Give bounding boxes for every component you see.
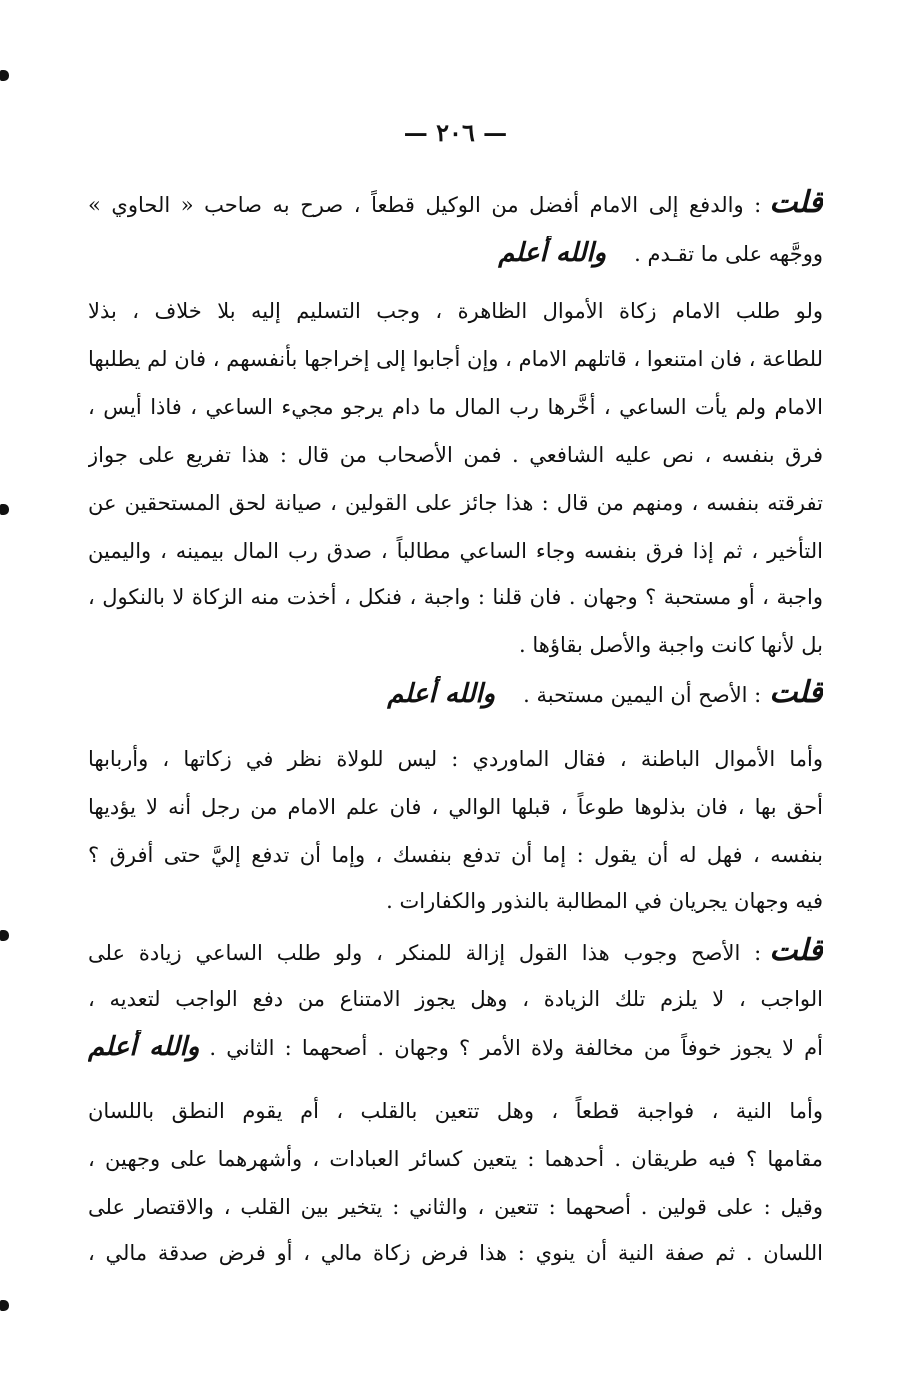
text-line	[88, 580, 823, 614]
line-text: فيه وجهان يجريان في المطالبة بالنذور والكفارات .	[386, 889, 823, 913]
text-line	[88, 742, 823, 776]
line-text: تفرقته بنفسه ، ومنهم من قال : هذا جائز على القولين ، صيانة لحق المستحقين عن	[88, 491, 823, 515]
text-line	[88, 1190, 823, 1224]
text-line	[88, 438, 823, 472]
text-line	[88, 342, 823, 376]
line-text: : الأصح وجوب هذا القول إزالة للمنكر ، ولو طلب الساعي زيادة على	[88, 941, 762, 965]
text-line	[88, 1236, 823, 1270]
margin-mark	[0, 930, 9, 941]
text-line	[88, 236, 823, 271]
text-line	[88, 934, 823, 970]
line-text: اللسان . ثم صفة النية أن ينوي : هذا فرض زكاة مالي ، أو فرض صدقة مالي ،	[88, 1241, 823, 1265]
text-line	[88, 294, 823, 328]
line-text: فرق بنفسه ، نص عليه الشافعي . فمن الأصحاب من قال : هذا تفريع على جواز	[88, 443, 823, 467]
text-line	[88, 790, 823, 824]
margin-mark	[0, 1300, 9, 1311]
line-text: : الأصح أن اليمين مستحبة .	[523, 683, 762, 707]
line-text: مقامها ؟ فيه طريقان . أحدهما : يتعين كسائر العبادات ، وأشهرهما على وجهين ،	[88, 1147, 823, 1171]
text-line	[88, 628, 823, 662]
text-line	[88, 1030, 823, 1065]
text-line	[88, 1142, 823, 1176]
line-text: واجبة ، أو مستحبة ؟ وجهان . فان قلنا : واجبة ، فنكل ، أخذت منه الزكاة لا بالنكول ،	[88, 585, 823, 609]
page-number: — ٢٠٦ —	[403, 118, 508, 147]
line-text: بنفسه ، فهل له أن يقول : إما أن تدفع بنفسك ، وإما أن تدفع إليَّ حتى أفرق ؟	[88, 843, 823, 867]
margin-mark	[0, 70, 9, 81]
text-line	[88, 982, 823, 1016]
line-text: أحق بها ، فان بذلوها طوعاً ، قبلها الوالي ، فان علم الامام من رجل أنه لا يؤديها	[88, 795, 823, 819]
text-line	[88, 676, 823, 712]
line-text: وأما الأموال الباطنة ، فقال الماوردي : ليس للولاة نظر في زكاتها ، وأربابها	[88, 747, 823, 771]
text-line	[88, 486, 823, 520]
margin-mark	[0, 504, 9, 515]
line-text: الواجب ، لا يلزم تلك الزيادة ، وهل يجوز الامتناع من دفع الواجب لتعديه ،	[88, 987, 823, 1011]
wallah-label: والله أعلم	[498, 238, 607, 268]
text-line	[88, 1094, 823, 1128]
text-line	[88, 534, 823, 568]
text-line	[88, 390, 823, 424]
wallah-label: والله أعلم	[88, 1032, 200, 1062]
line-text: ووجَّهه على ما تقـدم .	[634, 242, 823, 266]
line-text: وقيل : على قولين . أصحهما : تتعين ، والثاني : يتخير بين القلب ، والاقتصار على	[88, 1195, 823, 1219]
line-text: الامام ولم يأت الساعي ، أخَّرها رب المال ما دام يرجو مجيء الساعي ، فاذا أيس ،	[88, 395, 823, 419]
text-line	[88, 884, 823, 918]
wallah-label: والله أعلم	[387, 679, 496, 709]
line-text: : والدفع إلى الامام أفضل من الوكيل قطعاً ، صرح به صاحب « الحاوي »	[88, 193, 762, 217]
line-text: وأما النية ، فواجبة قطعاً ، وهل تتعين بالقلب ، أم يقوم النطق باللسان	[88, 1099, 823, 1123]
text-line	[88, 838, 823, 872]
line-text: بل لأنها كانت واجبة والأصل بقاؤها .	[519, 633, 823, 657]
line-text: للطاعة ، فان امتنعوا ، قاتلهم الامام ، وإن أجابوا إلى إخراجها بأنفسهم ، فان لم يطلبها	[88, 347, 823, 371]
qult-label: قلت	[769, 934, 823, 968]
line-text: التأخير ، ثم إذا فرق بنفسه وجاء الساعي مطالباً ، صدق رب المال بيمينه ، واليمين	[88, 539, 823, 563]
qult-label: قلت	[769, 676, 823, 710]
line-text: أم لا يجوز خوفاً من مخالفة ولاة الأمر ؟ وجهان . أصحهما : الثاني .	[209, 1036, 823, 1060]
text-line	[88, 186, 823, 222]
line-text: ولو طلب الامام زكاة الأموال الظاهرة ، وجب التسليم إليه بلا خلاف ، بذلا	[88, 299, 823, 323]
qult-label: قلت	[769, 186, 823, 220]
